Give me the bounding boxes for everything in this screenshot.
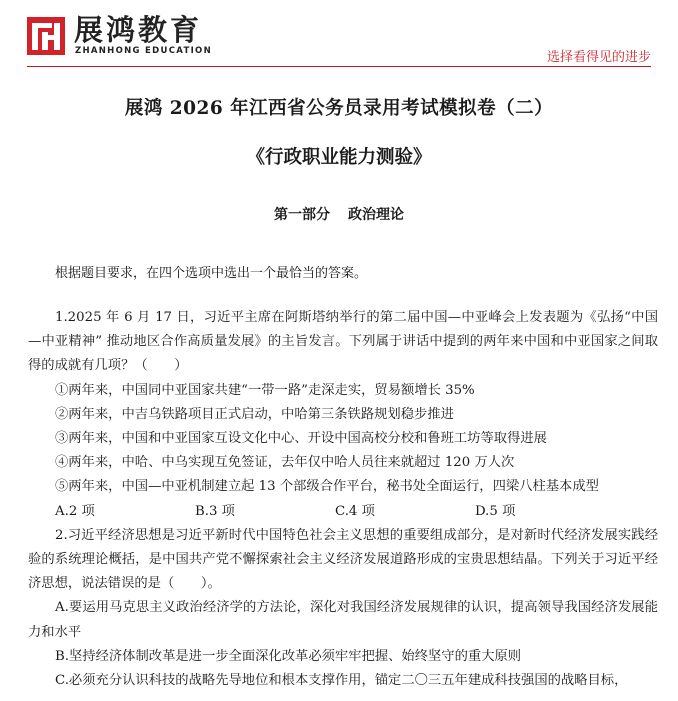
option-a: A.要运用马克思主义政治经济学的方法论，深化对我国经济发展规律的认识，提高领导我国经济发展能力和水平 bbox=[28, 600, 658, 640]
statement-item: ③两年来，中国和中亚国家互设文化中心、开设中国高校分校和鲁班工坊等取得进展 bbox=[55, 431, 547, 447]
page-title: 展鸿 2026 年江西省公务员录用考试模拟卷（二） bbox=[124, 98, 554, 119]
question-stem: 1.2025 年 6 月 17 日，习近平主席在阿斯塔纳举行的第二届中国—中亚峰会上发表题为《弘扬“中国—中亚精神” 推动地区合作高质量发展》的主旨发言。下列属于讲话中提到的两年来中国和中亚国家之间取得的成就有几项？（ ） bbox=[28, 310, 658, 374]
statement-item: ①两年来，中国同中亚国家共建“一带一路”走深走实，贸易额增长 35% bbox=[55, 382, 475, 398]
instruction: 根据题目要求，在四个选项中选出一个最恰当的答案。 bbox=[55, 266, 368, 281]
statement-item: ②两年来，中吉乌铁路项目正式启动，中哈第三条铁路规划稳步推进 bbox=[55, 406, 454, 422]
option-c: C.4 项 bbox=[335, 503, 375, 519]
option-b: B.坚持经济体制改革是进一步全面深化改革必须牢牢把握、始终坚守的重大原则 bbox=[55, 648, 522, 664]
option-a: A.2 项 bbox=[55, 503, 95, 519]
section-name: 政治理论 bbox=[348, 207, 404, 223]
statement-item: ⑤两年来，中国—中亚机制建立起 13 个部级合作平台，秘书处全面运行，四梁八柱基本成型 bbox=[55, 479, 599, 495]
page-header bbox=[0, 0, 678, 70]
brand-name-cn: 展鸿教育 bbox=[74, 13, 203, 47]
question-stem: 2.习近平经济思想是习近平新时代中国特色社会主义思想的重要组成部分，是对新时代经济发展实践经验的系统理论概括，是中国共产党不懈探索社会主义经济发展道路形成的宝贵思想结晶。下列关于习近平经济思想，说法错误的是（ ）。 bbox=[28, 527, 658, 592]
option-d: D.5 项 bbox=[475, 503, 516, 519]
option-b: B.3 项 bbox=[195, 503, 235, 519]
page-subtitle: 《行政职业能力测验》 bbox=[246, 147, 432, 168]
statement-item: ④两年来，中哈、中乌实现互免签证，去年仅中哈人员往来就超过 120 万人次 bbox=[55, 455, 515, 471]
answer-options bbox=[55, 500, 658, 524]
brand-name-en: ZHANHONG EDUCATION bbox=[75, 46, 212, 56]
question-list bbox=[28, 306, 658, 693]
zhanhong-logo-icon bbox=[27, 17, 65, 55]
option-c: C.必须充分认识科技的战略先导地位和根本支撑作用，锚定二〇三五年建成科技强国的战略目标， bbox=[55, 673, 628, 689]
slogan: 选择看得见的进步 bbox=[546, 50, 651, 65]
section-part: 第一部分 bbox=[274, 207, 330, 223]
header-divider bbox=[27, 66, 651, 67]
section-heading bbox=[0, 204, 678, 224]
